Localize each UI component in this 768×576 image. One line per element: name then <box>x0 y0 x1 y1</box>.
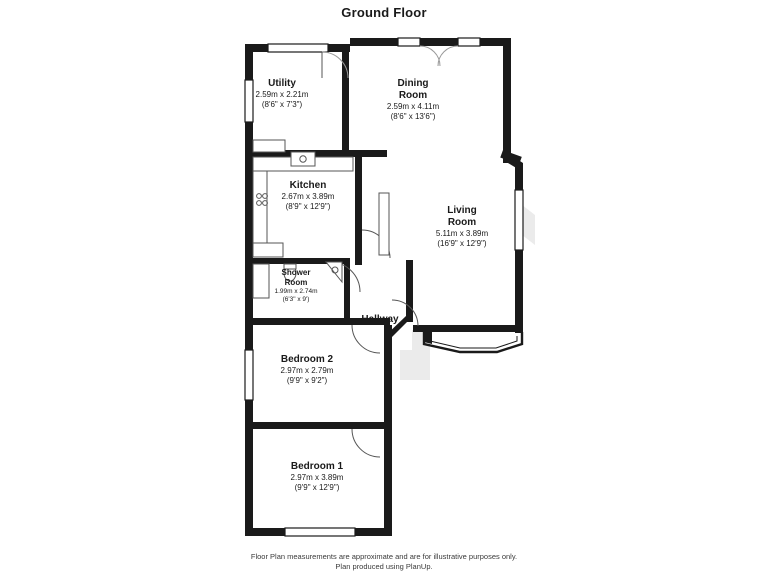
room-dim-metric-dining-room: 2.59m x 4.11m <box>386 102 440 111</box>
page-title: Ground Floor <box>341 5 427 20</box>
room-label-living-room <box>412 205 512 249</box>
room-name-living-room-line1: Living <box>447 205 477 216</box>
room-label-shower-room <box>258 268 334 304</box>
room-dim-metric-bedroom-1: 2.97m x 3.89m <box>290 473 344 482</box>
room-label-bedroom-2 <box>252 354 362 386</box>
room-label-dining-room <box>368 78 458 122</box>
room-dim-imperial-bedroom-1: (9'9" x 12'9") <box>294 483 340 492</box>
room-dim-imperial-bedroom-2: (9'9" x 9'2") <box>286 376 328 385</box>
room-label-kitchen <box>258 180 358 212</box>
footer-disclaimer <box>0 552 768 572</box>
room-name-shower-room-line1: Shower <box>281 268 311 277</box>
room-name-bedroom-1: Bedroom 1 <box>290 461 344 472</box>
footer-line-1: Floor Plan measurements are approximate and are for illustrative purposes only. <box>250 552 518 561</box>
room-dim-metric-bedroom-2: 2.97m x 2.79m <box>280 366 334 375</box>
room-name-dining-room-line2: Room <box>398 90 428 101</box>
room-name-living-room-line2: Room <box>447 217 477 228</box>
room-name-dining-room-line1: Dining <box>397 78 429 89</box>
room-dim-imperial-living-room: (16'9" x 12'9") <box>437 239 487 248</box>
room-name-shower-room-line2: Room <box>284 278 308 287</box>
room-dim-imperial-kitchen: (8'9" x 12'9") <box>285 202 331 211</box>
room-dim-metric-kitchen: 2.67m x 3.89m <box>281 192 335 201</box>
room-dim-imperial-dining-room: (8'6" x 13'6") <box>390 112 436 121</box>
room-dim-metric-utility: 2.59m x 2.21m <box>255 90 309 99</box>
room-name-bedroom-2: Bedroom 2 <box>280 354 334 365</box>
room-name-utility: Utility <box>268 78 296 89</box>
room-dim-imperial-utility: (8'6" x 7'3") <box>261 100 303 109</box>
room-label-hallway: Hallway <box>361 314 399 325</box>
footer-line-2: Plan produced using PlanUp. <box>335 562 433 571</box>
room-label-bedroom-1 <box>262 461 372 493</box>
room-label-utility <box>237 78 327 110</box>
room-dim-metric-shower-room: 1.99m x 2.74m <box>274 288 318 295</box>
room-dim-metric-living-room: 5.11m x 3.89m <box>435 229 489 238</box>
room-dim-imperial-shower-room: (6'3" x 9') <box>282 296 310 303</box>
room-name-kitchen: Kitchen <box>289 180 327 191</box>
